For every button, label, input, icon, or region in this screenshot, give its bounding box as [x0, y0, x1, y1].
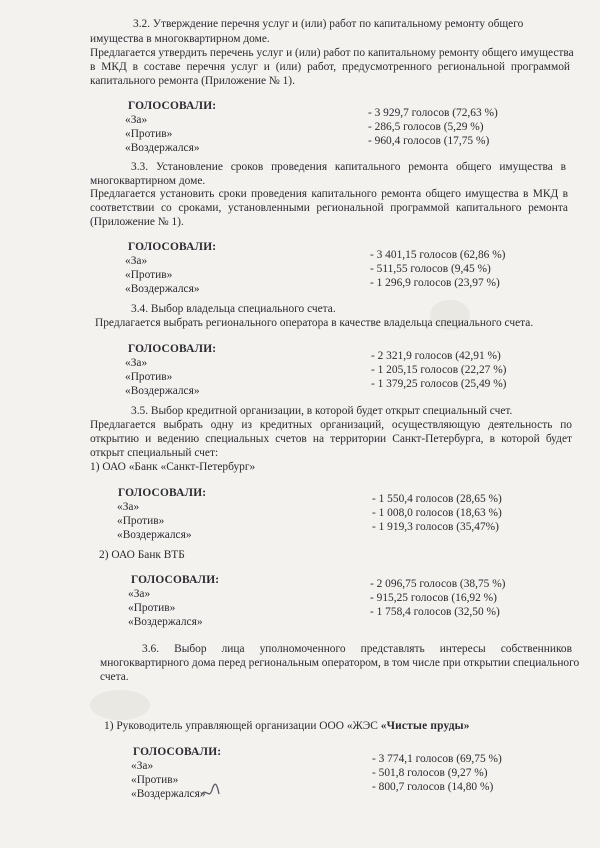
vote-label-against: «Против» — [117, 515, 165, 527]
item-3-5-option1: 1) ОАО «Банк «Санкт-Петербург» — [90, 461, 256, 473]
vote-label-against: «Против» — [125, 371, 173, 383]
vote-results-3-3 — [370, 248, 505, 290]
item-3-3-proposal-line3: (Приложение № 1). — [90, 216, 184, 228]
vote-abstain-value: - 1 758,4 голосов (32,50 %) — [370, 606, 500, 618]
votes-heading: ГОЛОСОВАЛИ: — [118, 487, 207, 499]
item-3-4-proposal: Предлагается выбрать регионального оператора в качестве владельца специального счета. — [95, 317, 534, 329]
vote-for-value: - 3 401,15 голосов (62,86 %) — [370, 249, 506, 261]
vote-label-for: «За» — [125, 255, 148, 267]
item-3-3-title-line2: многоквартирном доме. — [90, 175, 206, 187]
vote-abstain-value: - 960,4 голосов (17,75 %) — [368, 135, 490, 147]
item-3-3-title-line1: 3.3. Установление сроков проведения капитального ремонта общего имущества в — [131, 161, 566, 173]
item-3-2-proposal-line3: капитального ремонта (Приложение № 1). — [90, 75, 295, 87]
item-3-2-title-line2: имущества в многоквартирном доме. — [90, 33, 270, 45]
item-3-6-title-line2: многоквартирного дома перед региональным оператором, в том числе при открытии специального — [100, 657, 580, 669]
handwritten-mark-icon — [199, 782, 221, 802]
vote-against-value: - 511,55 голосов (9,45 %) — [370, 263, 491, 275]
vote-results-3-6 — [372, 752, 502, 794]
item-3-5-proposal-line3: открыт специальный счет: — [90, 447, 219, 459]
vote-against-value: - 915,25 голосов (16,92 %) — [370, 592, 497, 604]
votes-heading: ГОЛОСОВАЛИ: — [128, 100, 217, 112]
vote-results-3-5-option2 — [370, 577, 505, 619]
vote-results-3-4 — [371, 349, 506, 391]
vote-label-against: «Против» — [125, 128, 173, 140]
item-3-5-option2: 2) ОАО Банк ВТБ — [99, 549, 185, 561]
item-3-2-title-line1: 3.2. Утверждение перечня услуг и (или) работ по капитальному ремонту общего — [133, 18, 524, 30]
vote-label-abstain: «Воздержался» — [131, 788, 206, 800]
item-3-6-option1: 1) Руководитель управляющей организации ООО «ЖЭС «Чистые пруды» — [104, 720, 470, 732]
vote-label-abstain: «Воздержался» — [125, 283, 200, 295]
vote-for-value: - 2 096,75 голосов (38,75 %) — [370, 578, 506, 590]
vote-for-value: - 2 321,9 голосов (42,91 %) — [371, 350, 501, 362]
item-3-2-proposal: Предлагается утвердить перечень услуг и (или) работ по капитальному ремонту общего имущества в МКД в составе перечня услуг и (или) работ, предусмотренного региональной программой — [90, 47, 574, 73]
vote-for-value: - 3 929,7 голосов (72,63 %) — [368, 107, 498, 119]
vote-abstain-value: - 800,7 голосов (14,80 %) — [372, 781, 494, 793]
vote-against-value: - 286,5 голосов (5,29 %) — [368, 121, 484, 133]
votes-heading: ГОЛОСОВАЛИ: — [131, 574, 220, 586]
vote-label-abstain: «Воздержался» — [128, 616, 203, 628]
vote-label-for: «За» — [125, 357, 148, 369]
vote-label-against: «Против» — [131, 774, 179, 786]
vote-label-abstain: «Воздержался» — [125, 142, 200, 154]
vote-results-3-2 — [368, 106, 498, 148]
votes-heading: ГОЛОСОВАЛИ: — [133, 746, 222, 758]
vote-for-value: - 1 550,4 голосов (28,65 %) — [372, 493, 502, 505]
vote-label-against: «Против» — [125, 269, 173, 281]
vote-for-value: - 3 774,1 голосов (69,75 %) — [372, 753, 502, 765]
vote-label-abstain: «Воздержался» — [125, 385, 200, 397]
vote-label-for: «За» — [117, 501, 140, 513]
votes-heading: ГОЛОСОВАЛИ: — [128, 241, 217, 253]
vote-against-value: - 1 008,0 голосов (18,63 %) — [372, 507, 502, 519]
vote-label-for: «За» — [131, 760, 154, 772]
item-3-4-title: 3.4. Выбор владельца специального счета. — [131, 303, 336, 315]
vote-abstain-value: - 1 296,9 голосов (23,97 %) — [370, 277, 500, 289]
company-name: «Чистые пруды» — [380, 720, 470, 732]
vote-against-value: - 1 205,15 голосов (22,27 %) — [371, 364, 507, 376]
vote-against-value: - 501,8 голосов (9,27 %) — [372, 767, 488, 779]
vote-label-abstain: «Воздержался» — [117, 529, 192, 541]
item-3-3-proposal: Предлагается установить сроки проведения капитального ремонта общего имущества в МКД в соответствии со сроками, установленными региональной программой капитального ремонта — [90, 188, 568, 214]
vote-label-against: «Против» — [128, 602, 176, 614]
vote-label-for: «За» — [125, 114, 148, 126]
votes-heading: ГОЛОСОВАЛИ: — [128, 343, 217, 355]
vote-label-for: «За» — [128, 588, 151, 600]
vote-abstain-value: - 1 379,25 голосов (25,49 %) — [371, 378, 507, 390]
item-3-6-title-line3: счета. — [100, 671, 129, 683]
vote-abstain-value: - 1 919,3 голосов (35,47%) — [372, 521, 499, 533]
item-3-5-title: 3.5. Выбор кредитной организации, в которой будет открыт специальный счет. — [131, 405, 513, 417]
vote-results-3-5-option1 — [372, 492, 502, 534]
item-3-6-title-line1: 3.6. Выбор лица уполномоченного представлять интересы собственников — [142, 643, 572, 655]
item-3-5-proposal: Предлагается выбрать одну из кредитных организаций, осуществляющую деятельность по открытию и ведению специальных счетов на территории Санкт-Петербурга, в которой будет — [90, 419, 572, 445]
